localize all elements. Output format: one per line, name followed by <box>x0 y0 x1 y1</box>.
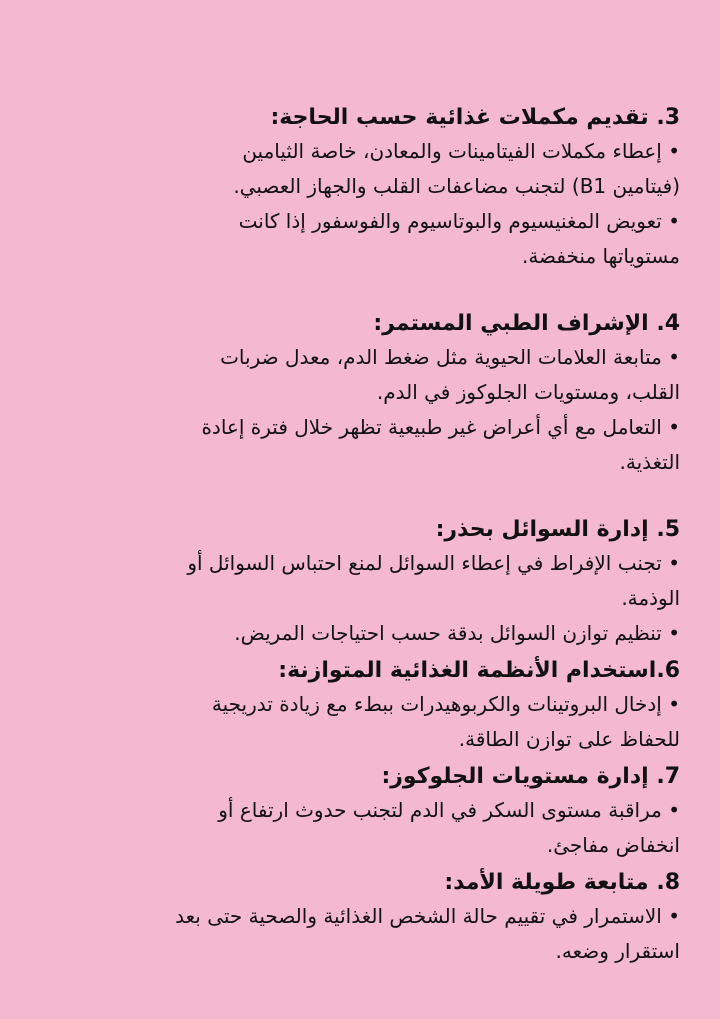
section-4-line-3: • التعامل مع أي أعراض غير طبيعية تظهر خلال فترة إعادة <box>201 415 680 439</box>
section-7-line-1: • مراقبة مستوى السكر في الدم لتجنب حدوث ارتفاع أو <box>218 798 680 822</box>
section-3-supplements <box>64 101 680 274</box>
section-5-heading: 5. إدارة السوائل بحذر: <box>435 517 680 542</box>
section-3-line-4: مستوياتها منخفضة. <box>521 244 680 268</box>
section-6-heading: 6.استخدام الأنظمة الغذائية المتوازنة: <box>278 658 680 683</box>
section-6-line-1: • إدخال البروتينات والكربوهيدرات ببطء مع زيادة تدريجية <box>211 692 680 716</box>
section-6-line-2: للحفاظ على توازن الطاقة. <box>458 727 680 751</box>
section-5-line-2: الوذمة. <box>621 586 680 610</box>
section-7-glucose <box>64 760 680 863</box>
section-3-heading: 3. تقديم مكملات غذائية حسب الحاجة: <box>270 105 680 130</box>
section-4-medical-supervision <box>64 307 680 480</box>
section-3-line-2: (فيتامين B1) لتجنب مضاعفات القلب والجهاز العصبي. <box>233 174 680 198</box>
section-5-fluids <box>64 513 680 651</box>
section-8-line-2: استقرار وضعه. <box>555 939 680 963</box>
section-8-line-1: • الاستمرار في تقييم حالة الشخص الغذائية والصحية حتى بعد <box>175 904 680 928</box>
section-4-line-1: • متابعة العلامات الحيوية مثل ضغط الدم، معدل ضربات <box>220 345 680 369</box>
section-4-heading: 4. الإشراف الطبي المستمر: <box>373 311 680 336</box>
section-5-line-1: • تجنب الإفراط في إعطاء السوائل لمنع احتباس السوائل أو <box>187 551 680 575</box>
section-8-heading: 8. متابعة طويلة الأمد: <box>444 870 680 895</box>
section-3-line-1: • إعطاء مكملات الفيتامينات والمعادن، خاصة الثيامين <box>242 139 680 163</box>
section-6-balanced-diets <box>64 654 680 757</box>
section-4-line-2: القلب، ومستويات الجلوكوز في الدم. <box>376 380 680 404</box>
section-7-line-2: انخفاض مفاجئ. <box>546 833 680 857</box>
section-3-line-3: • تعويض المغنيسيوم والبوتاسيوم والفوسفور إذا كانت <box>238 209 680 233</box>
section-5-line-3: • تنظيم توازن السوائل بدقة حسب احتياجات المريض. <box>234 621 680 645</box>
section-4-line-4: التغذية. <box>619 450 680 474</box>
section-7-heading: 7. إدارة مستويات الجلوكوز: <box>381 764 680 789</box>
section-8-long-term-followup <box>64 866 680 969</box>
